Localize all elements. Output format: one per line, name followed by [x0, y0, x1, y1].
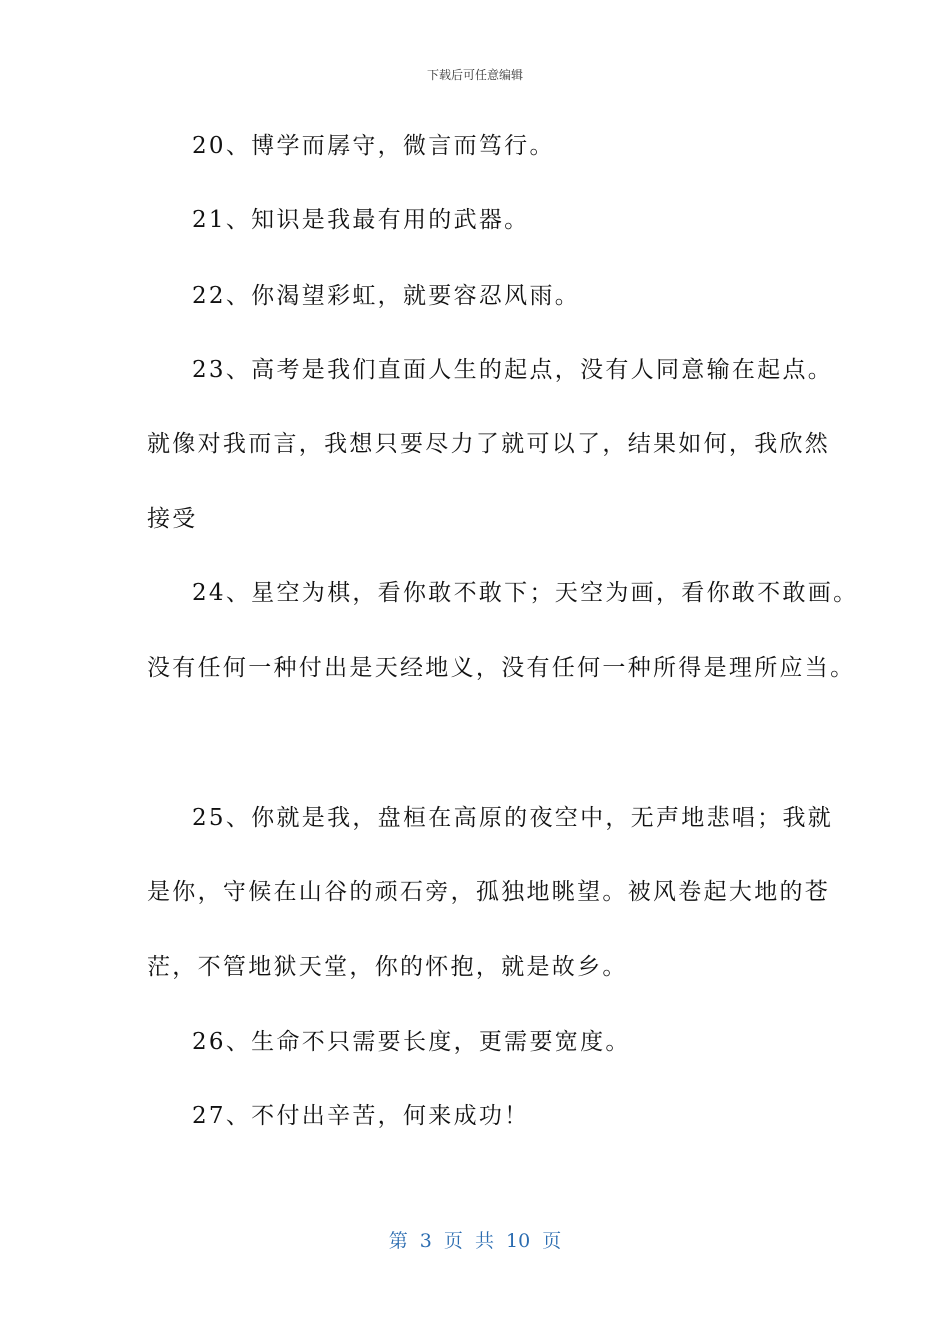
- text-line-24-cont: 没有任何一种付出是天经地义，没有任何一种所得是理所应当。: [147, 655, 856, 681]
- text-line-23-cont-2: 接受: [147, 506, 198, 532]
- text-line-25-cont-1: 是你，守候在山谷的顽石旁，孤独地眺望。被风卷起大地的苍: [147, 879, 831, 905]
- text-line-25-cont-2: 茫，不管地狱天堂，你的怀抱，就是故乡。: [147, 954, 628, 980]
- text-line-23: 23、高考是我们直面人生的起点，没有人同意输在起点。: [192, 357, 834, 383]
- page-number-footer: 第 3 页 共 10 页: [388, 1230, 562, 1252]
- text-line-22: 22、你渴望彩虹，就要容忍风雨。: [192, 283, 581, 309]
- text-line-23-cont-1: 就像对我而言，我想只要尽力了就可以了，结果如何，我欣然: [147, 431, 831, 457]
- text-line-26: 26、生命不只需要长度，更需要宽度。: [192, 1029, 631, 1055]
- text-line-25: 25、你就是我，盘桓在高原的夜空中，无声地悲唱；我就: [192, 805, 834, 831]
- text-line-20: 20、博学而孱守，微言而笃行。: [192, 133, 555, 159]
- text-line-21: 21、知识是我最有用的武器。: [192, 207, 530, 233]
- text-line-24: 24、星空为棋，看你敢不敢下；天空为画，看你敢不敢画。: [192, 580, 859, 606]
- text-line-27: 27、不付出辛苦，何来成功！: [192, 1103, 530, 1129]
- page-header: 下载后可任意编辑: [426, 68, 523, 82]
